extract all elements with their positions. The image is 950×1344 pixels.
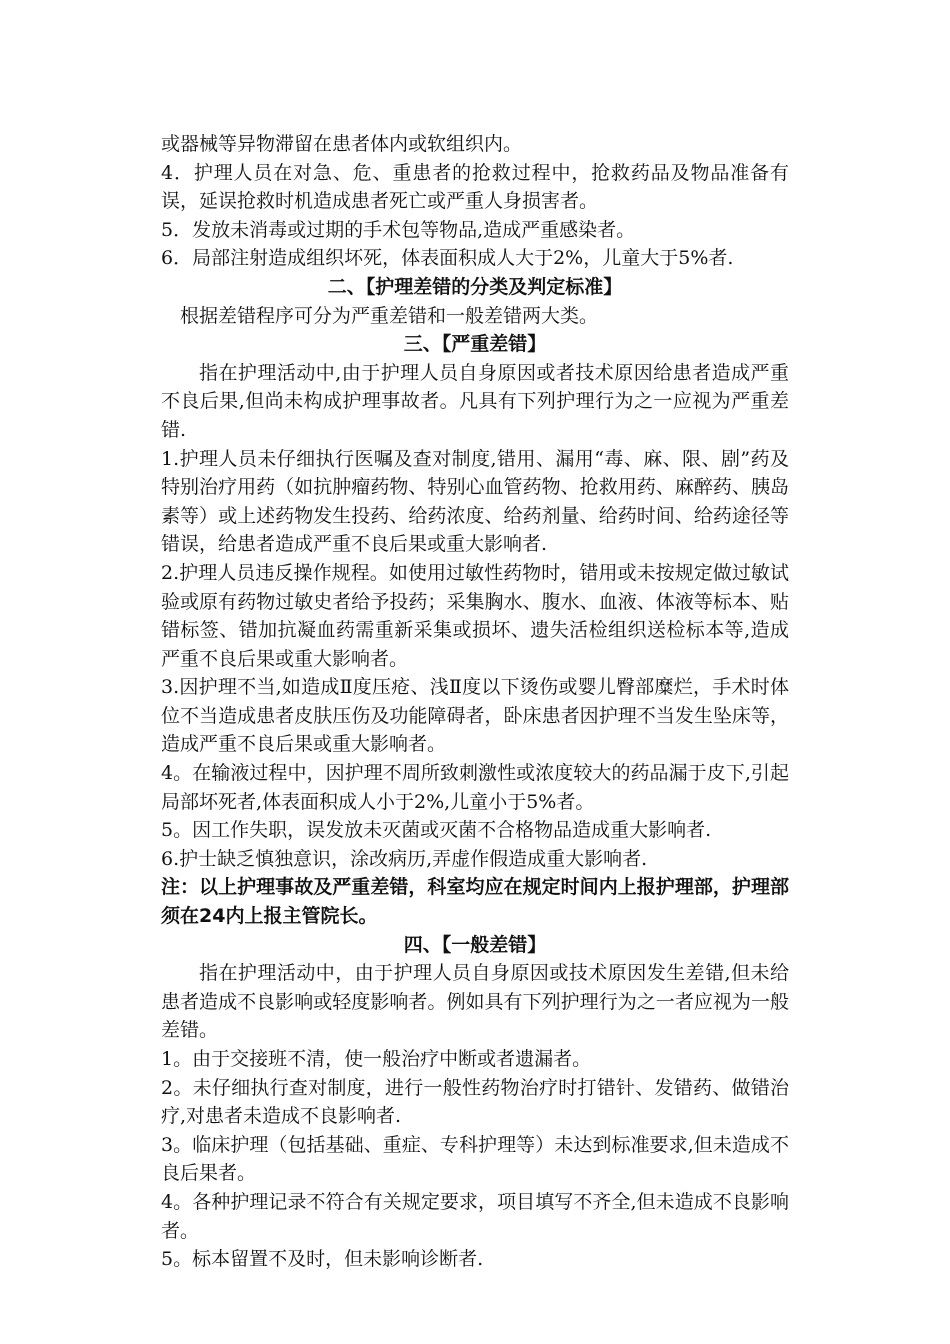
top-item-4: 4．护理人员在对急、危、重患者的抢救过程中，抢救药品及物品准备有误，延误抢救时机造成患者死亡或严重人身损害者。: [161, 161, 789, 213]
top-item-5: 5．发放未消毒或过期的手术包等物品,造成严重感染者。: [161, 218, 636, 241]
section-four-item-3: 3。临床护理（包括基础、重症、专科护理等）未达到标准要求,但未造成不良后果者。: [161, 1133, 789, 1185]
section-three-item-6: 6.护士缺乏慎独意识，涂改病历,弄虚作假造成重大影响者.: [161, 847, 648, 870]
section-three-item-4: 4。在输液过程中，因护理不周所致刺激性或浓度较大的药品漏于皮下,引起局部坏死者,体表面积成人小于2%,儿童小于5%者。: [161, 762, 789, 813]
top-item-6: 6．局部注射造成组织坏死，体表面积成人大于2%，儿童大于5%者.: [161, 247, 734, 270]
section-three-heading: 三、【严重差错】: [403, 333, 547, 356]
document-page: [161, 130, 789, 1274]
section-three-note: 注：以上护理事故及严重差错，科室均应在规定时间内上报护理部，护理部须在24内上报主管院长。: [161, 876, 789, 928]
section-three-intro: 指在护理活动中,由于护理人员自身原因或者技术原因给患者造成严重不良后果,但尚未构成护理事故者。凡具有下列护理行为之一应视为严重差错.: [161, 361, 789, 441]
section-three-item-5: 5。因工作失职，误发放未灭菌或灭菌不合格物品造成重大影响者.: [161, 819, 712, 842]
top-line-1: 或器械等异物滞留在患者体内或软组织内。: [161, 133, 523, 155]
section-four-item-5: 5。标本留置不及时，但未影响诊断者.: [161, 1248, 484, 1271]
section-three-item-1: 1.护理人员未仔细执行医嘱及查对制度,错用、漏用“毒、麻、限、剧”药及特别治疗用药（如抗肿瘤药物、特别心血管药物、抢救用药、麻醉药、胰岛素等）或上述药物发生投药、给药浓度、给药剂量、给药时间、给药途径等错误，给患者造成严重不良后果或重大影响者.: [161, 447, 789, 556]
section-three-item-2: 2.护理人员违反操作规程。如使用过敏性药物时，错用或未按规定做过敏试验或原有药物过敏史者给予投药；采集胸水、腹水、血液、体液等标本、贴错标签、错加抗凝血药需重新采集或损坏、遗失活检组织送检标本等,造成严重不良后果或重大影响者。: [161, 561, 789, 670]
section-three-item-3: 3.因护理不当,如造成Ⅱ度压疮、浅Ⅱ度以下烫伤或婴儿臀部糜烂，手术时体位不当造成患者皮肤压伤及功能障碍者，卧床患者因护理不当发生坠床等，造成严重不良后果或重大影响者。: [161, 676, 789, 756]
section-four-intro: 指在护理活动中，由于护理人员自身原因或技术原因发生差错,但未给患者造成不良影响或轻度影响者。例如具有下列护理行为之一者应视为一般差错。: [161, 962, 789, 1042]
section-four-item-4: 4。各种护理记录不符合有关规定要求，项目填写不齐全,但未造成不良影响者。: [161, 1190, 789, 1242]
section-two-text: 根据差错程序可分为严重差错和一般差错两大类。: [180, 304, 599, 327]
section-four-item-1: 1。由于交接班不清，使一般治疗中断或者遗漏者。: [161, 1048, 592, 1070]
section-four-item-2: 2。未仔细执行查对制度，进行一般性药物治疗时打错针、发错药、做错治疗,对患者未造成不良影响者.: [161, 1076, 789, 1128]
section-four-heading: 四、【一般差错】: [403, 933, 547, 956]
section-two-heading: 二、【护理差错的分类及判定标准】: [327, 275, 623, 298]
